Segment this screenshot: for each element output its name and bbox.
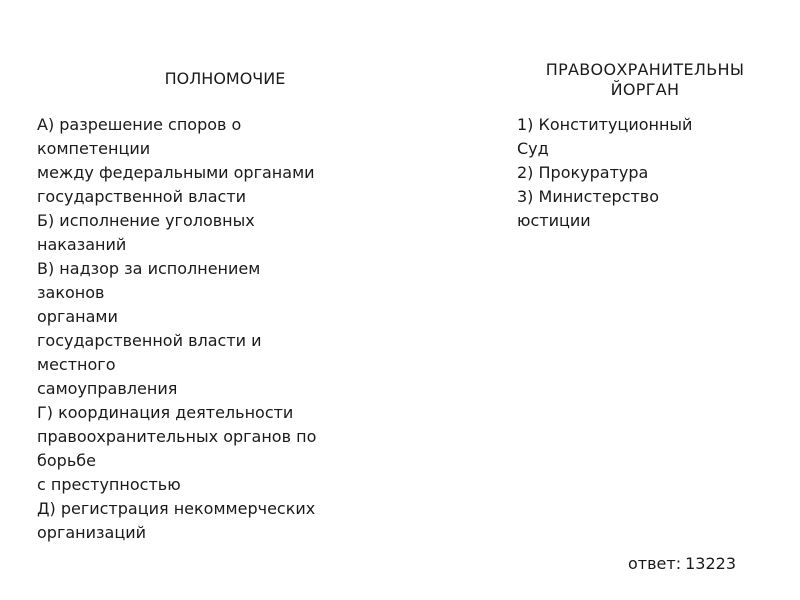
- power-item-a: [37, 113, 392, 209]
- agency-item-2: [517, 161, 752, 185]
- item-line: 3) Министерство: [517, 187, 660, 206]
- item-line: Г) координация деятельности: [37, 403, 294, 422]
- item-line: организаций: [37, 523, 147, 542]
- power-item-b: [37, 209, 392, 257]
- powers-column-heading: ПОЛНОМОЧИЕ: [164, 69, 286, 88]
- item-line: компетенции: [37, 139, 151, 158]
- item-line: юстиции: [517, 211, 591, 230]
- powers-list: [37, 113, 392, 545]
- item-line: 1) Конституционный: [517, 115, 693, 134]
- item-line: борьбе: [37, 451, 96, 470]
- item-line: В) надзор за исполнением: [37, 259, 261, 278]
- answer-label: ответ:: [628, 554, 682, 573]
- item-line: местного: [37, 355, 116, 374]
- item-line: Д) регистрация некоммерческих: [37, 499, 316, 518]
- item-line: А) разрешение споров о: [37, 115, 242, 134]
- answer-value: 13223: [685, 554, 736, 573]
- item-line: государственной власти: [37, 187, 247, 206]
- item-line: Б) исполнение уголовных: [37, 211, 255, 230]
- item-line: наказаний: [37, 235, 127, 254]
- item-line: между федеральными органами: [37, 163, 315, 182]
- item-line: с преступностью: [37, 475, 181, 494]
- law-enforcement-column-heading: [500, 60, 790, 100]
- agency-item-3: [517, 185, 752, 233]
- item-line: правоохранительных органов по: [37, 427, 317, 446]
- item-line: органами: [37, 307, 118, 326]
- item-line: 2) Прокуратура: [517, 163, 649, 182]
- answer-text: [628, 553, 736, 575]
- power-item-d: [37, 497, 392, 545]
- heading-line: ПРАВООХРАНИТЕЛЬНЫ: [545, 60, 745, 79]
- agency-item-1: [517, 113, 752, 161]
- item-line: законов: [37, 283, 105, 302]
- item-line: самоуправления: [37, 379, 178, 398]
- power-item-g: [37, 401, 392, 497]
- power-item-v: [37, 257, 392, 401]
- agencies-list: [517, 113, 752, 233]
- heading-line: ЙОРГАН: [610, 80, 680, 99]
- item-line: государственной власти и: [37, 331, 262, 350]
- item-line: Суд: [517, 139, 549, 158]
